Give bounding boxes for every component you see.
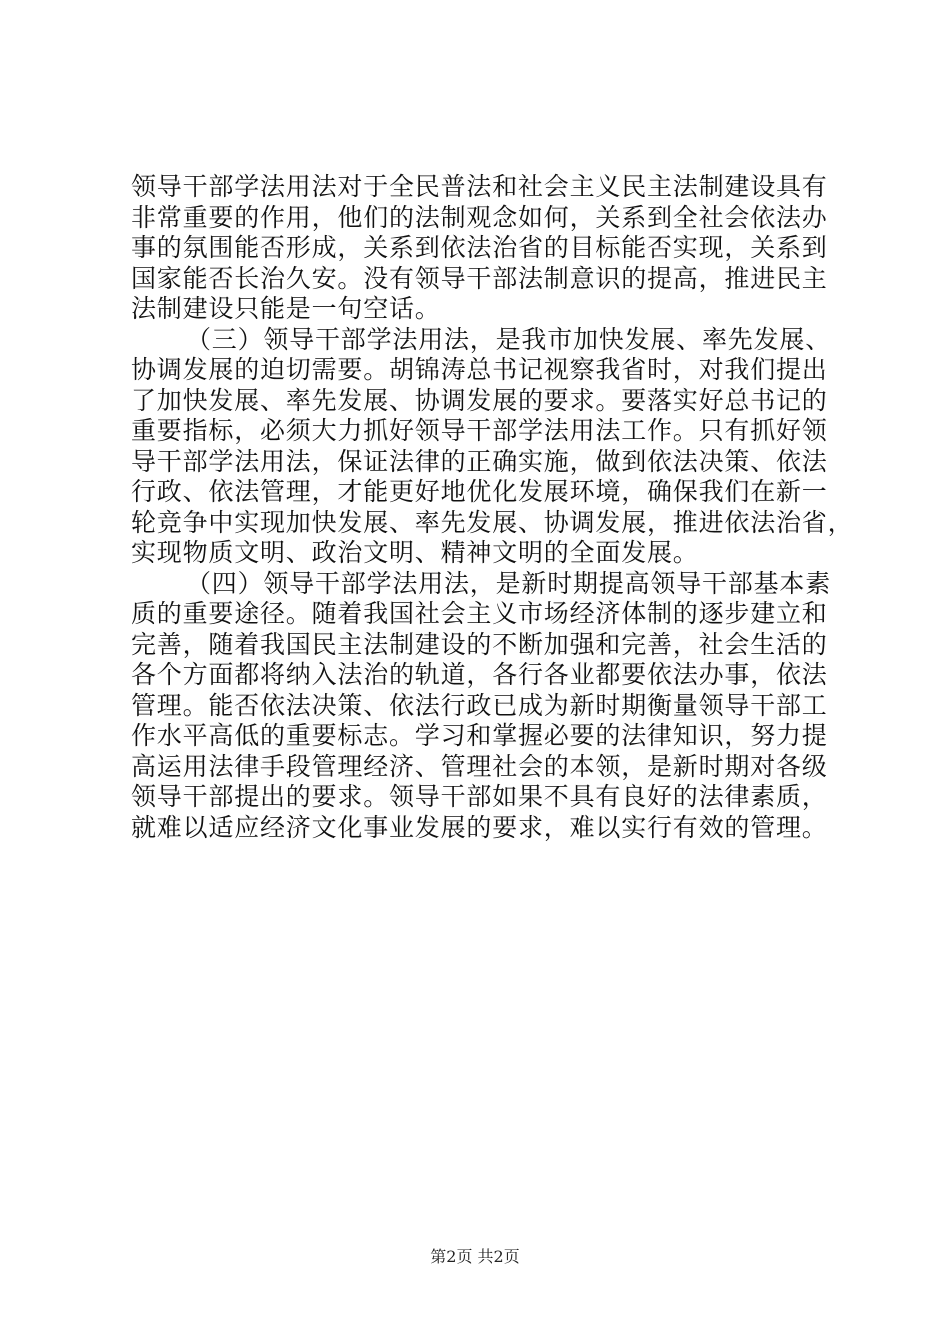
text-line: 重要指标，必须大力抓好领导干部学法用法工作。只有抓好领	[131, 416, 828, 445]
text-line: 各个方面都将纳入法治的轨道，各行各业都要依法办事，依法	[131, 660, 828, 689]
text-line: 协调发展的迫切需要。胡锦涛总书记视察我省时，对我们提出	[131, 355, 828, 384]
text-line: 完善，随着我国民主法制建设的不断加强和完善，社会生活的	[131, 629, 828, 659]
text-line: 管理。能否依法决策、依法行政已成为新时期衡量领导干部工	[131, 690, 828, 720]
text-line: 实现物质文明、政治文明、精神文明的全面发展。	[131, 538, 699, 567]
section-four-heading-line: （四）领导干部学法用法，是新时期提高领导干部基本素	[186, 568, 832, 598]
text-line: 领导干部提出的要求。领导干部如果不具有良好的法律素质，	[131, 782, 828, 811]
text-line: 非常重要的作用，他们的法制观念如何，关系到全社会依法办	[131, 202, 828, 232]
document-body	[131, 172, 854, 843]
text-line: 就难以适应经济文化事业发展的要求，难以实行有效的管理。	[131, 812, 828, 842]
page-number-footer: 第2页 共2页	[430, 1247, 520, 1266]
text-line: 高运用法律手段管理经济、管理社会的本领，是新时期对各级	[131, 751, 828, 781]
text-line: 国家能否长治久安。没有领导干部法制意识的提高，推进民主	[131, 263, 828, 293]
text-line: 领导干部学法用法对于全民普法和社会主义民主法制建设具有	[131, 172, 828, 201]
text-line: 导干部学法用法，保证法律的正确实施，做到依法决策、依法	[131, 446, 828, 476]
text-line: 作水平高低的重要标志。学习和掌握必要的法律知识，努力提	[131, 721, 828, 750]
section-three-heading-line: （三）领导干部学法用法，是我市加快发展、率先发展、	[186, 324, 832, 354]
text-line: 轮竞争中实现加快发展、率先发展、协调发展，推进依法治省，	[131, 507, 854, 537]
text-line: 行政、依法管理，才能更好地优化发展环境，确保我们在新一	[131, 477, 828, 506]
text-line: 质的重要途径。随着我国社会主义市场经济体制的逐步建立和	[131, 599, 828, 628]
text-line: 法制建设只能是一句空话。	[131, 294, 441, 323]
text-line: 事的氛围能否形成，关系到依法治省的目标能否实现，关系到	[131, 233, 828, 262]
text-line: 了加快发展、率先发展、协调发展的要求。要落实好总书记的	[131, 385, 828, 415]
